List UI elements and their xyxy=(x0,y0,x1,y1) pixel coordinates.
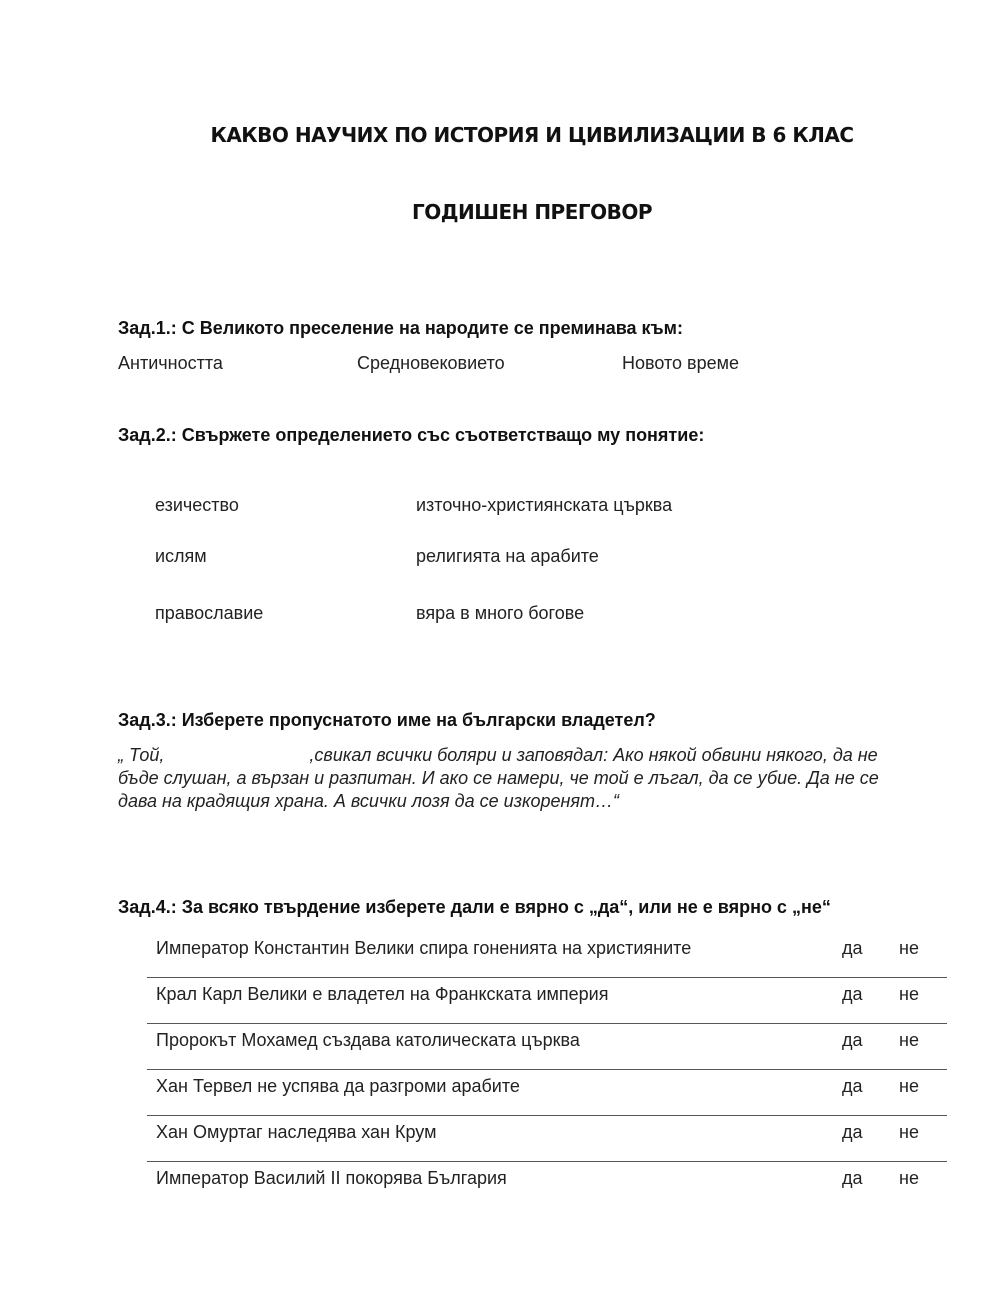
page-subtitle: ГОДИШЕН ПРЕГОВОР xyxy=(411,200,653,224)
task2-definition-arab-religion[interactable]: религията на арабите xyxy=(416,546,599,566)
task3-quote xyxy=(118,744,968,813)
task2-term-paganism[interactable]: езичество xyxy=(155,495,239,515)
task1-option-middle-ages[interactable]: Средновековието xyxy=(357,353,505,373)
task2-heading: Зад.2.: Свържете определението със съответстващо му понятие: xyxy=(118,425,705,445)
statement-text: Император Василий II покорява България xyxy=(156,1168,507,1188)
task1-option-antiquity[interactable]: Античността xyxy=(118,353,223,373)
statement-row xyxy=(147,931,947,978)
task2-definition-eastern-church[interactable]: източно-християнската църква xyxy=(416,495,673,515)
task1-option-modern-times[interactable]: Новото време xyxy=(622,353,740,373)
yes-option[interactable]: да xyxy=(842,1076,863,1096)
yes-option[interactable]: да xyxy=(842,984,863,1004)
statement-text: Крал Карл Велики е владетел на Франкската империя xyxy=(156,984,609,1004)
task3-quote-line3: дава на крадящия храна. А всички лозя да се изкоренят…“ xyxy=(118,791,620,811)
no-option[interactable]: не xyxy=(899,1076,919,1096)
task4-heading: Зад.4.: За всяко твърдение изберете дали е вярно с „да“, или не е вярно с „не“ xyxy=(118,897,831,917)
statement-row xyxy=(147,1161,947,1207)
statement-text: Император Константин Велики спира гоненията на християните xyxy=(156,938,692,958)
statement-text: Хан Омуртаг наследява хан Крум xyxy=(156,1122,437,1142)
yes-option[interactable]: да xyxy=(842,1030,863,1050)
statement-row xyxy=(147,1115,947,1162)
task3-quote-start: „ Той, xyxy=(118,745,165,765)
statement-text: Пророкът Мохамед създава католическата църква xyxy=(156,1030,580,1050)
page-title: КАКВО НАУЧИХ ПО ИСТОРИЯ И ЦИВИЛИЗАЦИИ В 6 КЛАС xyxy=(210,123,854,147)
task1-heading: Зад.1.: С Великото преселение на народите се преминава към: xyxy=(118,318,683,338)
no-option[interactable]: не xyxy=(899,1168,919,1188)
statement-row xyxy=(147,977,947,1024)
task2-definition-many-gods[interactable]: вяра в много богове xyxy=(416,603,585,623)
task3-quote-line2: бъде слушан, а вързан и разпитан. И ако се намери, че той е лъгал, да се убие. Да не се xyxy=(118,768,879,788)
statement-row xyxy=(147,1069,947,1116)
no-option[interactable]: не xyxy=(899,1122,919,1142)
yes-option[interactable]: да xyxy=(842,938,863,958)
no-option[interactable]: не xyxy=(899,938,919,958)
yes-option[interactable]: да xyxy=(842,1122,863,1142)
statement-row xyxy=(147,1023,947,1070)
yes-option[interactable]: да xyxy=(842,1168,863,1188)
no-option[interactable]: не xyxy=(899,984,919,1004)
statement-text: Хан Тервел не успява да разгроми арабите xyxy=(156,1076,520,1096)
task2-term-orthodoxy[interactable]: православие xyxy=(155,603,264,623)
task3-heading: Зад.3.: Изберете пропуснатото име на български владетел? xyxy=(118,710,656,730)
task2-term-islam[interactable]: ислям xyxy=(155,546,207,566)
no-option[interactable]: не xyxy=(899,1030,919,1050)
task3-quote-line1-rest: ,свикал всички боляри и заповядал: Ако някой обвини някого, да не xyxy=(309,745,878,765)
task3-quote-line1 xyxy=(118,744,968,767)
